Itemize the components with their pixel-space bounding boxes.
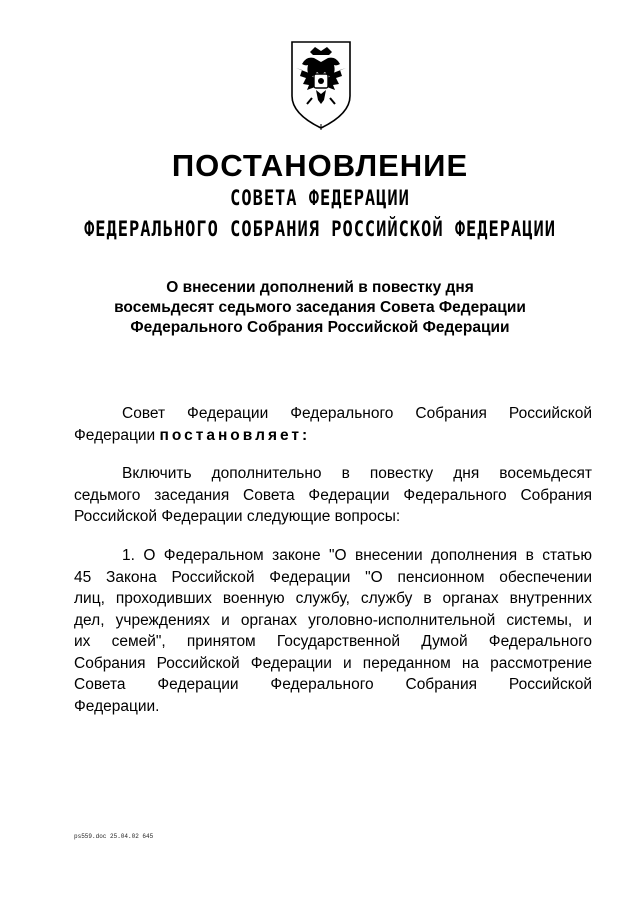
resolves-emphasis: постановляет: (159, 426, 311, 444)
paragraph-line (74, 425, 592, 447)
paragraph-line: Включить дополнительно в повестку дня восемьдесят (122, 465, 592, 482)
heading-line: О внесении дополнений в повестку дня (166, 279, 474, 296)
document-title: ПОСТАНОВЛЕНИЕ (171, 148, 469, 183)
coat-of-arms-icon (288, 38, 354, 130)
paragraph-line: лиц, проходивших военную службу, службу в органах внутренних (74, 590, 592, 607)
paragraph-line: Совет Федерации Федерального Собрания Российской (122, 405, 592, 422)
paragraph-item-1 (74, 545, 592, 717)
paragraph-line: дел, учреждениях и органах уголовно-исполнительной системы, и (74, 611, 592, 629)
document-subtitle-line2: ФЕДЕРАЛЬНОГО СОБРАНИЯ РОССИЙСКОЙ ФЕДЕРАЦИИ (84, 217, 556, 242)
paragraph-preamble (74, 403, 592, 446)
paragraph-line: Российской Федерации следующие вопросы: (74, 508, 401, 525)
paragraph-line: Собрания Российской Федерации и переданном на рассмотрение (74, 654, 592, 672)
paragraph-line: седьмого заседания Совета Федерации Федерального Собрания (74, 486, 592, 504)
heading-line: Федерального Собрания Российской Федерации (130, 319, 510, 336)
document-subtitle-line1: СОВЕТА ФЕДЕРАЦИИ (230, 186, 410, 211)
paragraph-text: Федерации (74, 426, 160, 444)
paragraph-line: их семей", принятом Государственной Думой Федерального (74, 633, 592, 650)
resolution-heading (0, 278, 640, 338)
paragraph-line: Федерации. (74, 697, 160, 715)
paragraph-line: Совета Федерации Федерального Собрания Российской (74, 676, 592, 693)
file-reference-footer: ps559.doc 25.04.02 645 (74, 833, 154, 840)
paragraph-line: 1. О Федеральном законе "О внесении дополнения в статью (122, 547, 592, 564)
paragraph-line: 45 Закона Российской Федерации "О пенсионном обеспечении (74, 568, 592, 586)
heading-line: восемьдесят седьмого заседания Совета Федерации (114, 299, 526, 316)
paragraph-include (74, 463, 592, 528)
